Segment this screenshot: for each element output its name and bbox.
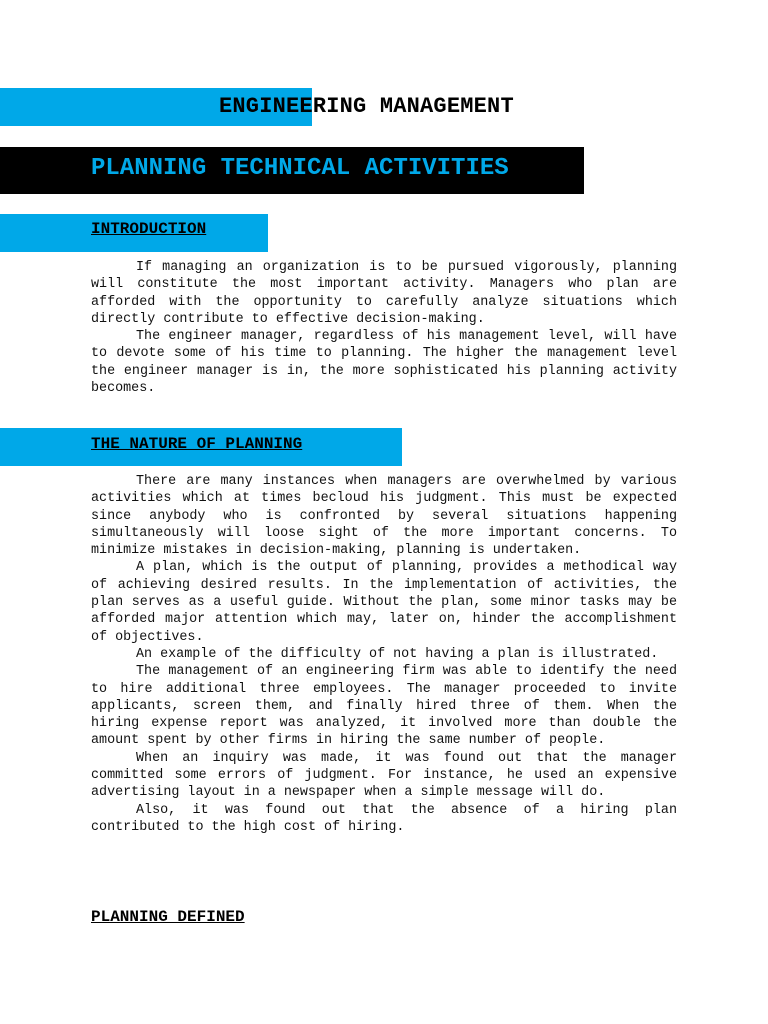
chapter-title: PLANNING TECHNICAL ACTIVITIES	[91, 155, 509, 182]
introduction-paragraph: The engineer manager, regardless of his management level, will have to devote some of his time to planning. The higher the management level the engineer manager is in, the more sophisticated his planning activity becomes.	[91, 329, 677, 397]
nature-paragraph: There are many instances when managers are overwhelmed by various activities which at times becloud his judgment. This must be expected since anybody who is confronted by several situations happening simultaneously will loose sight of the more important concerns. To minimize mistakes in decision-making, planning is undertaken.	[91, 474, 677, 559]
nature-paragraph: An example of the difficulty of not having a plan is illustrated.	[136, 646, 659, 662]
nature-of-planning-heading: THE NATURE OF PLANNING	[91, 435, 303, 453]
introduction-body	[91, 259, 677, 397]
document-title: ENGINEERING MANAGEMENT	[219, 94, 514, 119]
nature-paragraph: Also, it was found out that the absence of a hiring plan contributed to the high cost of hiring.	[91, 802, 677, 835]
introduction-paragraph: If managing an organization is to be pursued vigorously, planning will constitute the most important activity. Managers who plan are afforded with the opportunity to carefully analyze situations which directly contribute to effective decision-making.	[91, 260, 677, 327]
nature-paragraph: The management of an engineering firm was able to identify the need to hire additional three employees. The manager proceeded to invite applicants, screen them, and finally hired three of them. When the hiring expense report was analyzed, it involved more than double the amount spent by other firms in hiring the same number of people.	[91, 664, 677, 749]
nature-paragraph: A plan, which is the output of planning, provides a methodical way of achieving desired results. In the implementation of activities, the plan serves as a useful guide. Without the plan, some minor tasks may be afforded major attention which may, later on, hinder the accomplishment of objectives.	[91, 560, 677, 645]
planning-defined-heading: PLANNING DEFINED	[91, 908, 245, 926]
nature-of-planning-body	[91, 473, 677, 836]
nature-paragraph: When an inquiry was made, it was found out that the manager committed some errors of judgment. For instance, he used an expensive advertising layout in a newspaper when a simple message will do.	[91, 750, 677, 801]
introduction-heading: INTRODUCTION	[91, 220, 207, 238]
